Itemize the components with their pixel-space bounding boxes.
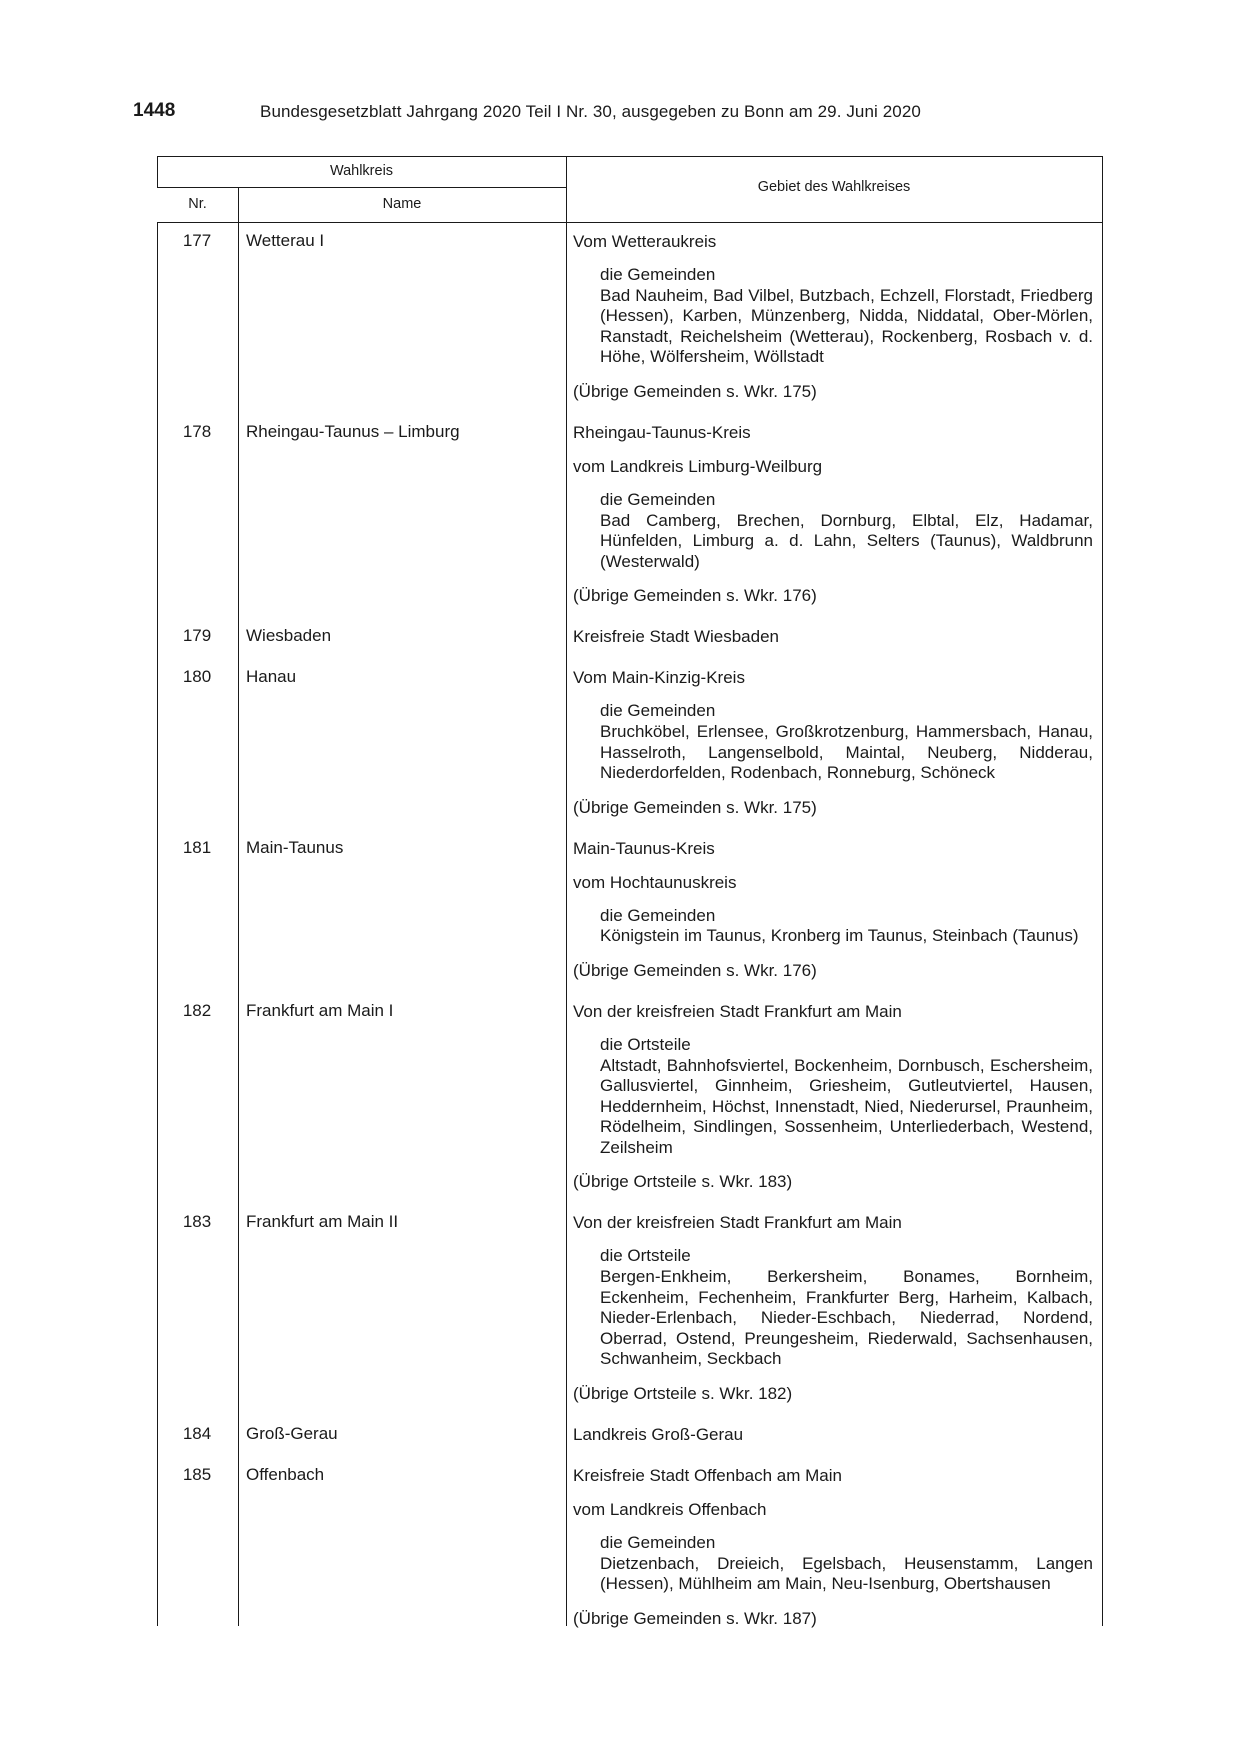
municipality-list: Bad Camberg, Brechen, Dornburg, Elbtal, Elz, Hadamar, Hünfelden, Limburg a. d. Lahn, Selters (Taunus), Waldbrunn (Westerwald) <box>600 510 1093 571</box>
area-line: vom Landkreis Offenbach <box>573 1500 767 1520</box>
constituency-number: 182 <box>182 1000 212 1020</box>
municipality-list: Bad Nauheim, Bad Vilbel, Butzbach, Echzell, Florstadt, Friedberg (Hessen), Karben, Münzenberg, Nidda, Niddatal, Ober-Mörlen, Ranstadt, Reichelsheim (Wetterau), Rockenberg, Rosbach v. d. Höhe, Wölfersheim, Wöllstadt <box>600 285 1093 367</box>
area-line: Main-Taunus-Kreis <box>573 838 715 858</box>
area-line: Vom Wetteraukreis <box>573 232 717 251</box>
constituency-number: 178 <box>182 421 212 441</box>
municipality-list: Bruchköbel, Erlensee, Großkrotzenburg, Hammersbach, Hanau, Hasselroth, Langenselbold, Maintal, Neuberg, Nidderau, Niederdorfelden, Rodenbach, Ronneburg, Schöneck <box>600 721 1093 783</box>
table-row <box>157 1417 1102 1458</box>
table-row <box>157 1205 1102 1417</box>
header-bottom-rule <box>157 222 1102 223</box>
area-column-header: Gebiet des Wahlkreises <box>757 179 911 195</box>
area-line: Von der kreisfreien Stadt Frankfurt am Main <box>573 1213 902 1233</box>
constituency-name: Wetterau I <box>246 231 325 250</box>
constituency-area <box>573 831 1093 994</box>
constituency-area <box>573 415 1093 619</box>
constituency-area <box>573 1417 1093 1458</box>
block-intro: die Gemeinden <box>600 265 716 284</box>
nr-column-header: Nr. <box>188 196 207 212</box>
constituency-number: 177 <box>182 231 212 250</box>
page-number: 1448 <box>133 100 176 121</box>
constituency-name: Groß-Gerau <box>246 1424 338 1444</box>
constituency-area <box>573 224 1093 415</box>
table-row <box>157 831 1102 994</box>
block-intro: die Gemeinden <box>600 701 716 721</box>
header-title: Bundesgesetzblatt Jahrgang 2020 Teil I Nr. 30, ausgegeben zu Bonn am 29. Juni 2020 <box>260 102 921 121</box>
area-line: (Übrige Ortsteile s. Wkr. 182) <box>573 1384 793 1404</box>
municipality-block <box>573 265 1093 381</box>
constituency-number: 183 <box>182 1212 212 1232</box>
area-line: (Übrige Gemeinden s. Wkr. 176) <box>573 586 817 606</box>
table-body <box>157 224 1102 1642</box>
constituency-area <box>573 619 1093 660</box>
constituency-number: 184 <box>182 1424 212 1444</box>
municipality-list: Königstein im Taunus, Kronberg im Taunus, Steinbach (Taunus) <box>600 926 1079 946</box>
constituency-number: 181 <box>182 837 212 857</box>
area-line: vom Landkreis Limburg-Weilburg <box>573 456 823 476</box>
constituency-name: Hanau <box>246 667 297 687</box>
area-line: (Übrige Gemeinden s. Wkr. 187) <box>573 1608 817 1628</box>
area-line: (Übrige Ortsteile s. Wkr. 183) <box>573 1172 793 1192</box>
constituency-number: 180 <box>182 667 212 687</box>
area-line: Vom Main-Kinzig-Kreis <box>573 668 745 688</box>
block-intro: die Ortsteile <box>600 1034 691 1054</box>
area-line: (Übrige Gemeinden s. Wkr. 175) <box>573 381 817 401</box>
table-row <box>157 1458 1102 1642</box>
municipality-list: Bergen-Enkheim, Berkersheim, Bonames, Bornheim, Eckenheim, Fechenheim, Frankfurter Berg, Harheim, Kalbach, Nieder-Erlenbach, Nieder-Eschbach, Niederrad, Nordend, Oberrad, Ostend, Preungesheim, Riederwald, Sachsenhausen, Schwanheim, Seckbach <box>600 1267 1093 1369</box>
municipality-block <box>573 701 1093 796</box>
right-border <box>1102 156 1103 1626</box>
table-top-rule <box>157 156 1102 157</box>
table-row <box>157 660 1102 830</box>
table-row <box>157 415 1102 619</box>
constituency-number: 179 <box>182 626 212 646</box>
block-intro: die Gemeinden <box>600 1533 716 1553</box>
constituency-area <box>573 1205 1093 1417</box>
municipality-block <box>573 1533 1093 1608</box>
area-line: (Übrige Gemeinden s. Wkr. 175) <box>573 797 817 817</box>
municipality-block <box>573 1246 1093 1383</box>
area-line: vom Hochtaunuskreis <box>573 872 737 892</box>
area-line: Kreisfreie Stadt Offenbach am Main <box>573 1466 842 1486</box>
name-column-header: Name <box>382 196 422 212</box>
table-row <box>157 619 1102 660</box>
table-row <box>157 994 1102 1206</box>
area-line: Von der kreisfreien Stadt Frankfurt am Main <box>573 1001 902 1021</box>
constituency-area <box>573 994 1093 1206</box>
municipality-block <box>573 1035 1093 1172</box>
municipality-list: Dietzenbach, Dreieich, Egelsbach, Heusenstamm, Langen (Hessen), Mühlheim am Main, Neu-Isenburg, Obertshausen <box>600 1553 1093 1594</box>
area-line: (Übrige Gemeinden s. Wkr. 176) <box>573 960 817 980</box>
constituency-name: Frankfurt am Main II <box>246 1212 399 1232</box>
area-line: Landkreis Groß-Gerau <box>573 1425 744 1445</box>
constituency-name: Main-Taunus <box>246 837 344 857</box>
constituency-name: Wiesbaden <box>246 626 332 646</box>
municipality-block <box>573 906 1093 960</box>
group-header-rule <box>157 187 566 188</box>
municipality-list: Altstadt, Bahnhofsviertel, Bockenheim, Dornbusch, Eschersheim, Gallusviertel, Ginnheim, Griesheim, Gutleutviertel, Hausen, Heddernheim, Höchst, Innenstadt, Nied, Niederursel, Praunheim, Rödelheim, Sindlingen, Sossenheim, Unterliederbach, Westend, Zeilsheim <box>600 1055 1093 1157</box>
constituency-name: Frankfurt am Main I <box>246 1000 394 1020</box>
table-row <box>157 224 1102 415</box>
block-intro: die Gemeinden <box>600 489 716 509</box>
area-line: Kreisfreie Stadt Wiesbaden <box>573 627 779 647</box>
constituency-area <box>573 1458 1093 1642</box>
page-header <box>133 100 1108 130</box>
constituency-table <box>157 156 1102 1626</box>
constituency-number: 185 <box>182 1465 212 1485</box>
municipality-block <box>573 490 1093 585</box>
block-intro: die Ortsteile <box>600 1246 691 1266</box>
constituency-name: Rheingau-Taunus – Limburg <box>246 421 460 441</box>
wahlkreis-header: Wahlkreis <box>329 163 394 179</box>
constituency-name: Offenbach <box>246 1465 325 1485</box>
constituency-area <box>573 660 1093 830</box>
block-intro: die Gemeinden <box>600 905 716 925</box>
area-line: Rheingau-Taunus-Kreis <box>573 422 751 442</box>
